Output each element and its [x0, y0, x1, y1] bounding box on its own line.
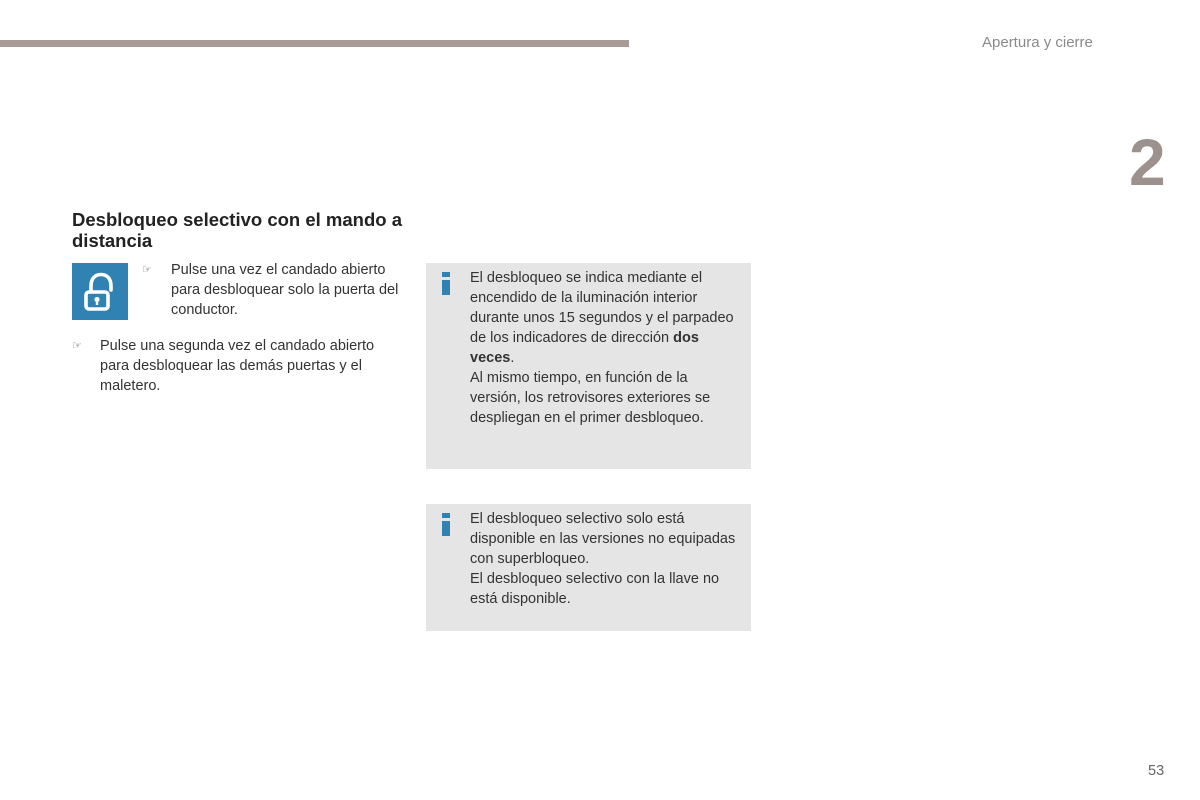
hand-pointer-icon: ☞ [72, 340, 82, 352]
info-paragraph: El desbloqueo selectivo solo está disponible en las versiones no equipadas con superbloqueo. [470, 511, 736, 567]
section-label: Apertura y cierre [982, 34, 1093, 51]
unlock-button-badge [72, 263, 128, 320]
unlocked-padlock-icon [80, 271, 120, 313]
hand-pointer-icon: ☞ [142, 264, 152, 276]
info-icon [441, 272, 451, 297]
emphasis-text: dos veces [470, 330, 699, 366]
step-text: Pulse una segunda vez el candado abierto para desbloquear las demás puertas y el maletero. [100, 338, 375, 394]
step-item [72, 336, 402, 396]
info-box [426, 263, 751, 469]
step-text: Pulse una vez el candado abierto para desbloquear solo la puerta del conductor. [171, 262, 399, 318]
info-paragraph: Al mismo tiempo, en función de la versión, los retrovisores exteriores se despliegan en el primer desbloqueo. [470, 370, 711, 426]
header-rule [0, 40, 629, 47]
info-box [426, 504, 751, 631]
step-item [142, 260, 402, 320]
info-text [470, 509, 742, 609]
info-paragraph: El desbloqueo selectivo con la llave no está disponible. [470, 571, 720, 607]
section-heading: Desbloqueo selectivo con el mando a distancia [72, 209, 403, 251]
page-number: 53 [1148, 763, 1165, 779]
chapter-number: 2 [1129, 125, 1166, 199]
info-icon [441, 513, 451, 538]
info-text: El desbloqueo se indica mediante el encendido de la iluminación interior durante unos 15 segundos y el parpadeo de los indicadores de dirección dos veces. Al mismo tiempo, en función de la versión, los retrovisores exteriores se despliegan en el primer desbloqueo. [470, 268, 742, 428]
